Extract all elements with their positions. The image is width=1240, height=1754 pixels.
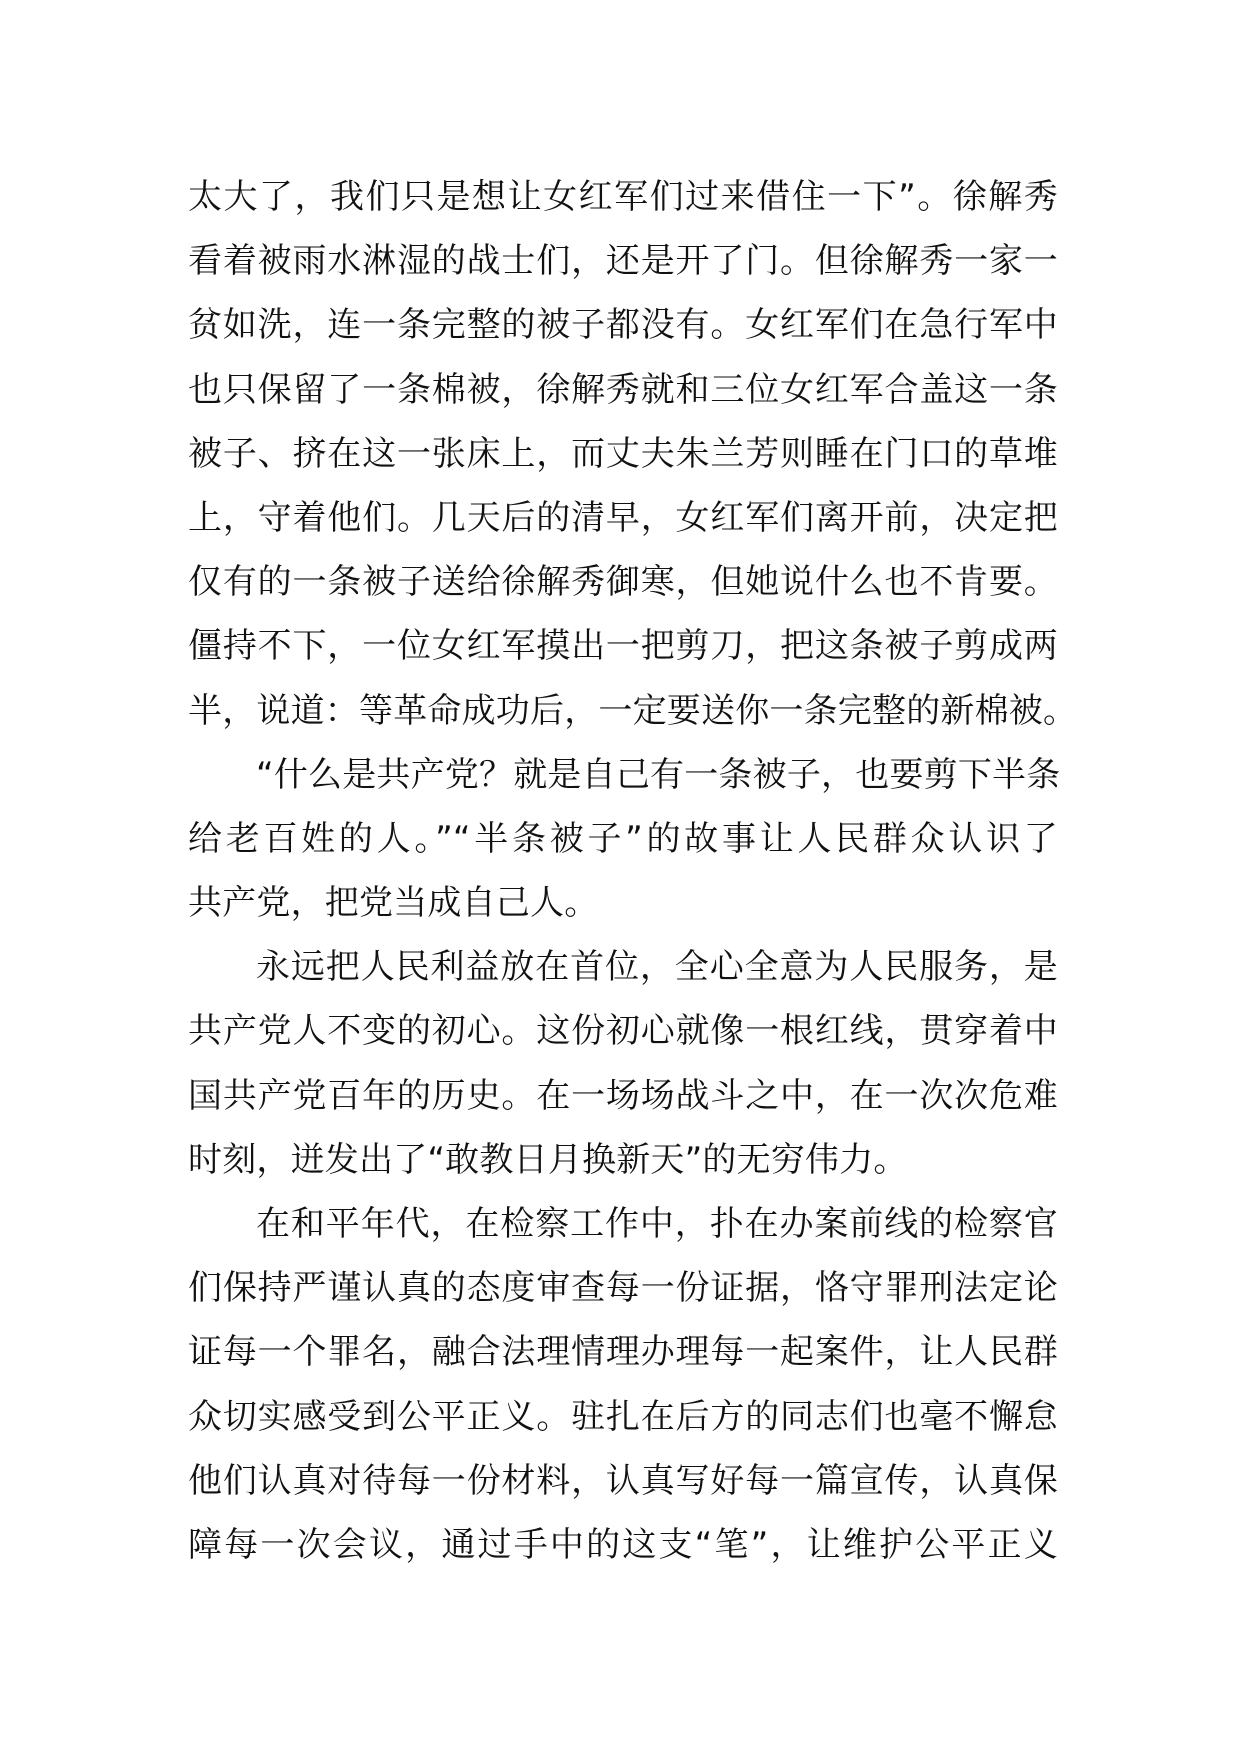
text-line: 仅有的一条被子送给徐解秀御寒，但她说什么也不肯要。 <box>188 562 1058 603</box>
body-text <box>188 165 1078 1577</box>
paragraph-end-line: 共产党，把党当成自己人。 <box>188 883 599 924</box>
text-line: 也只保留了一条棉被，徐解秀就和三位女红军合盖这一条 <box>188 369 1058 410</box>
text-line: 太大了，我们只是想让女红军们过来借住一下”。徐解秀 <box>188 177 1058 217</box>
text-line: 贫如洗，连一条完整的被子都没有。女红军们在急行军中 <box>188 305 1058 346</box>
text-line: 被子、挤在这一张床上，而丈夫朱兰芳则睡在门口的草堆 <box>188 433 1058 474</box>
text-line: 共产党人不变的初心。这份初心就像一根红线，贯穿着中 <box>188 1011 1058 1052</box>
text-line: 半，说道：等革命成功后，一定要送你一条完整的新棉被。 <box>188 690 1078 731</box>
text-line: 上，守着他们。几天后的清早，女红军们离开前，决定把 <box>188 497 1058 538</box>
text-line: 国共产党百年的历史。在一场场战斗之中，在一次次危难 <box>188 1075 1058 1116</box>
text-line: 们保持严谨认真的态度审查每一份证据，恪守罪刑法定论 <box>188 1268 1058 1309</box>
paragraph-end-line: 时刻，迸发出了“敢教日月换新天”的无穷伟力。 <box>188 1139 908 1180</box>
text-line: 证每一个罪名，融合法理情理办理每一起案件，让人民群 <box>188 1332 1058 1373</box>
paragraph-start-line: 永远把人民利益放在首位，全心全意为人民服务，是 <box>256 947 1058 988</box>
text-line: 障每一次会议，通过手中的这支“笔”，让维护公平正义 <box>188 1524 1058 1565</box>
text-line: 看着被雨水淋湿的战士们，还是开了门。但徐解秀一家一 <box>188 241 1058 282</box>
text-line: 僵持不下，一位女红军摸出一把剪刀，把这条被子剪成两 <box>188 626 1058 667</box>
text-line: 给老百姓的人。”“半条被子”的故事让人民群众认识了 <box>188 818 1058 859</box>
paragraph-start-line: “什么是共产党？就是自己有一条被子，也要剪下半条 <box>256 754 1061 795</box>
text-line: 众切实感受到公平正义。驻扎在后方的同志们也毫不懈怠 <box>188 1396 1058 1437</box>
text-line: 他们认真对待每一份材料，认真写好每一篇宣传，认真保 <box>188 1460 1058 1501</box>
paragraph-start-line: 在和平年代，在检察工作中，扑在办案前线的检察官 <box>256 1204 1058 1244</box>
